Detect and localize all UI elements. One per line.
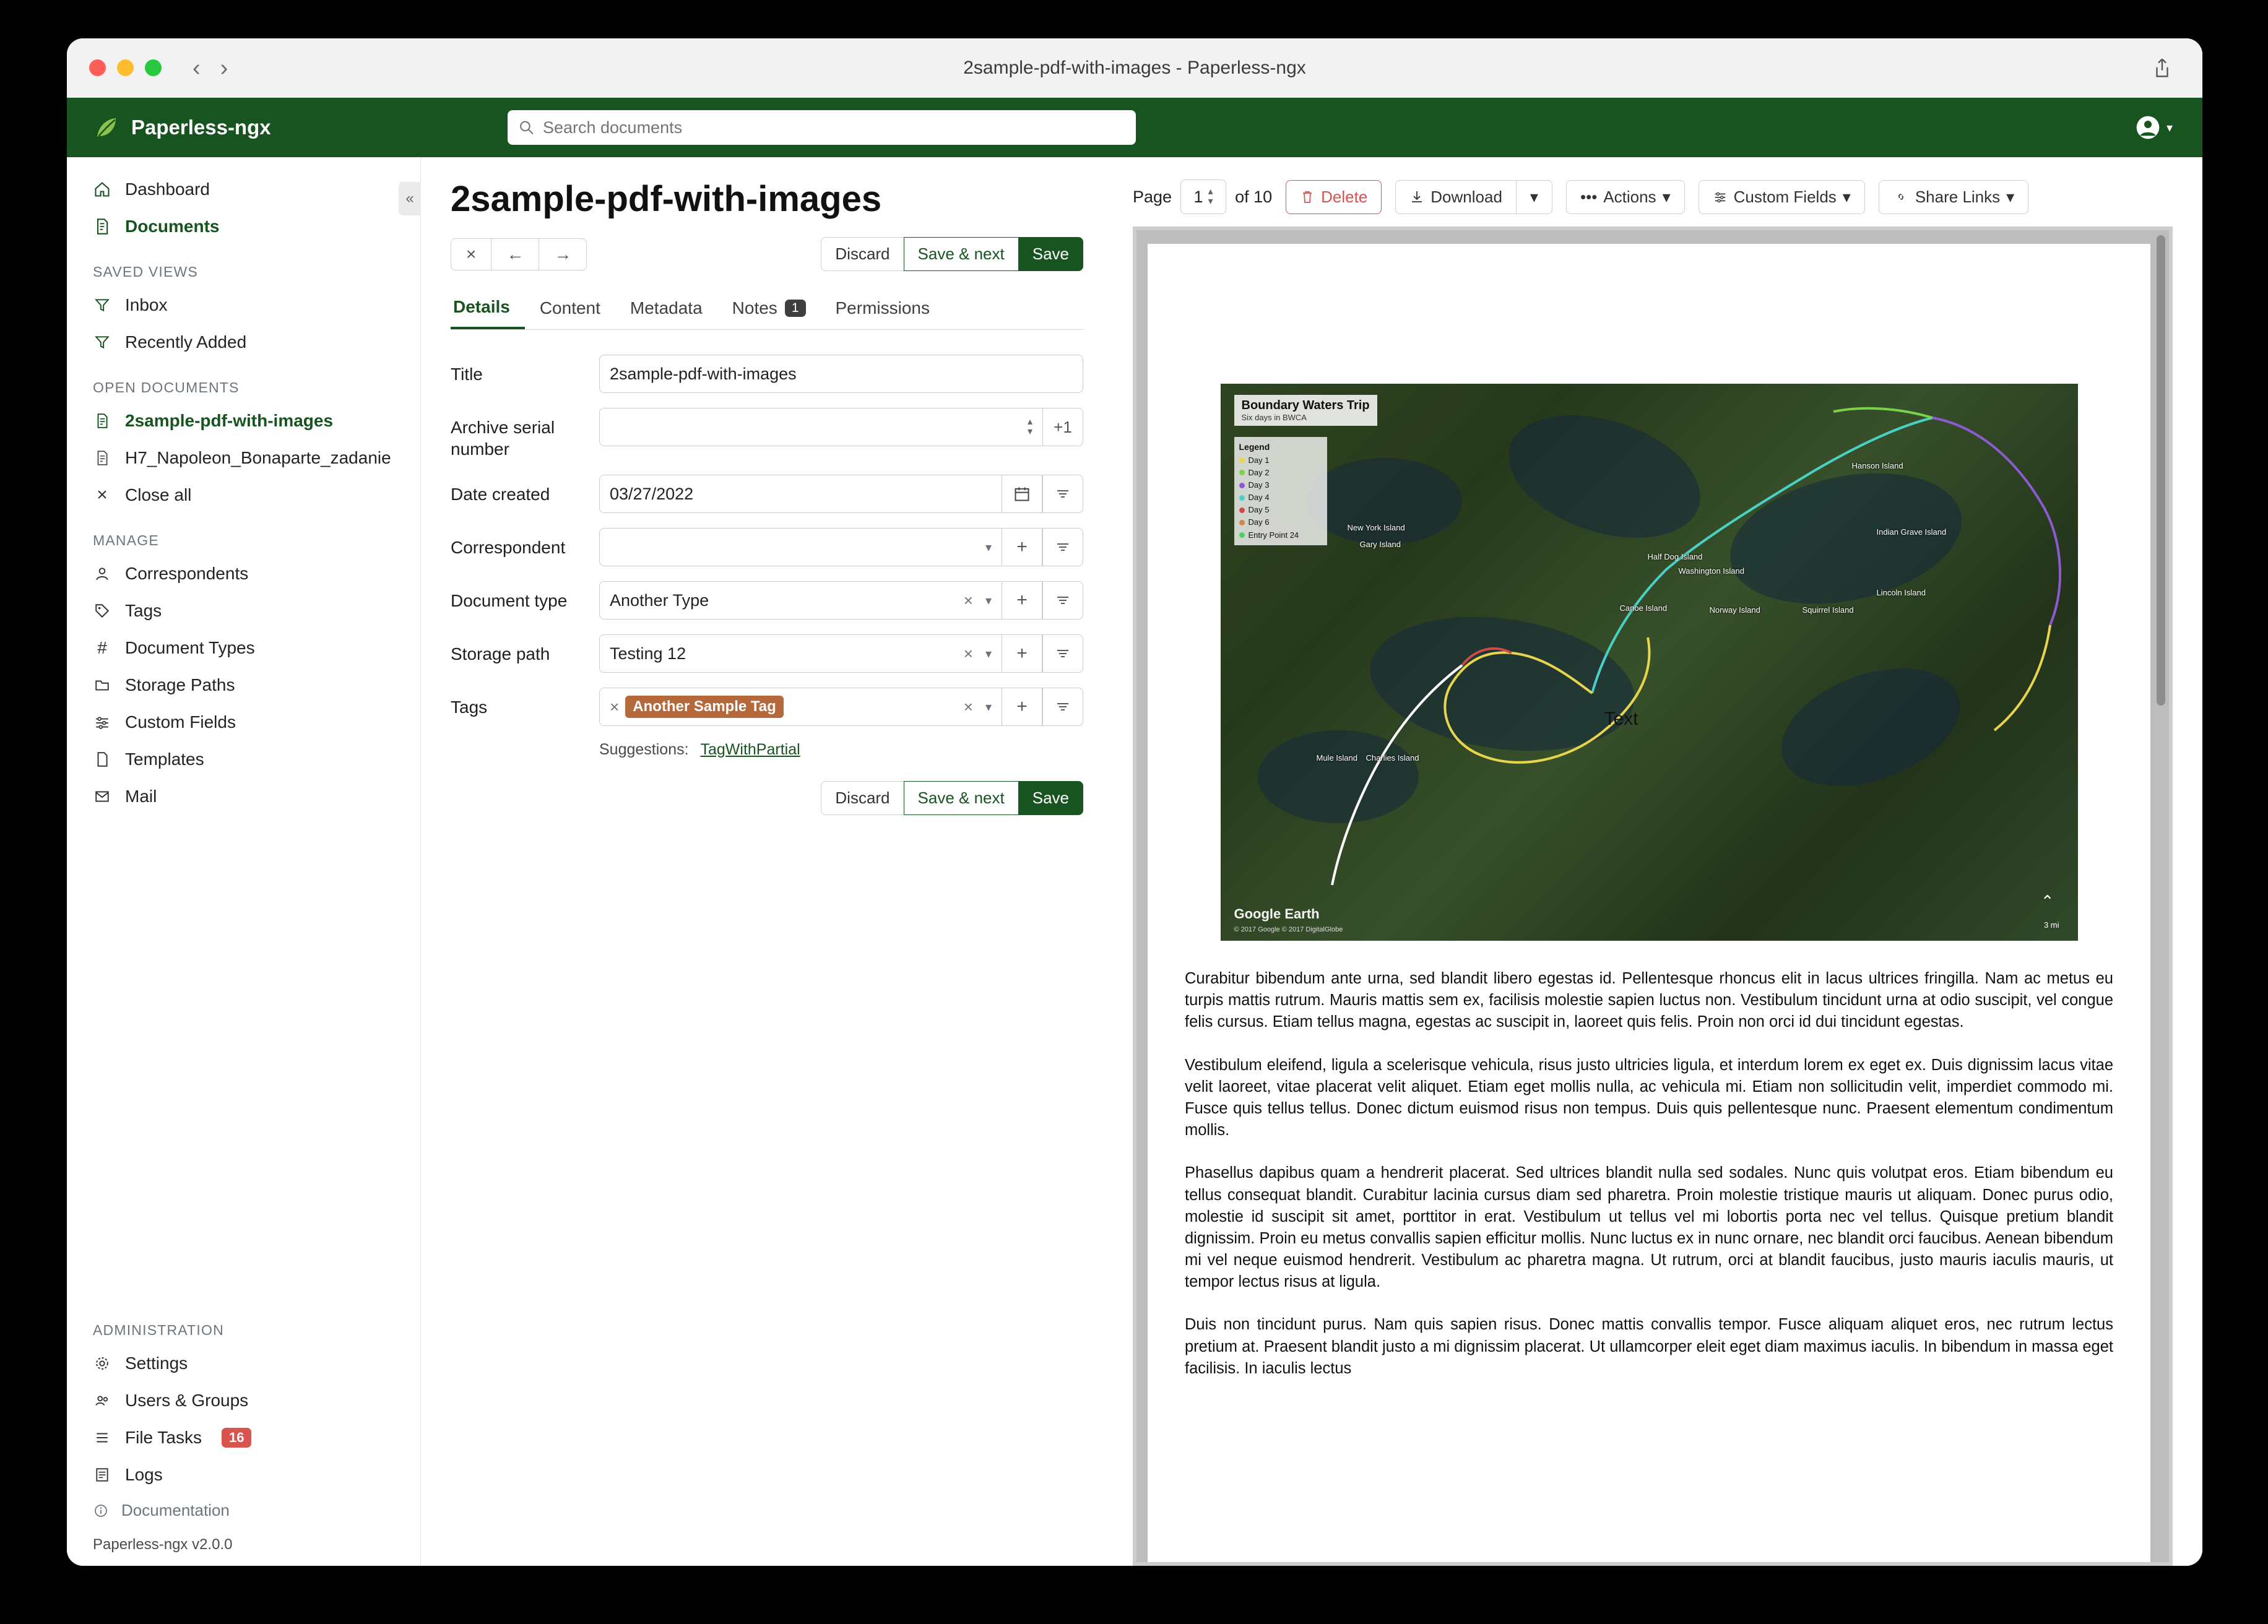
pdf-page bbox=[1148, 244, 2150, 1562]
field-row-correspondent bbox=[451, 528, 1083, 566]
dots-icon: ••• bbox=[1580, 187, 1598, 206]
created-label: Date created bbox=[451, 485, 550, 504]
sidebar-section-open-documents: OPEN DOCUMENTS bbox=[93, 379, 240, 395]
document-edit-pane bbox=[421, 157, 1108, 1566]
save-and-next-button-bottom[interactable]: Save & next bbox=[904, 781, 1019, 815]
map-subtitle: Six days in BWCA bbox=[1241, 413, 1307, 422]
suggestions-label: Suggestions: bbox=[599, 741, 689, 758]
map-copyright: © 2017 Google © 2017 DigitalGlobe bbox=[1234, 926, 1343, 933]
legend-label: Entry Point 24 bbox=[1248, 530, 1299, 540]
download-button[interactable] bbox=[1395, 180, 1517, 214]
pdf-scrollbar-thumb[interactable] bbox=[2157, 235, 2165, 706]
sidebar-item-label: Templates bbox=[125, 749, 204, 769]
map-place-label: Lincoln Island bbox=[1876, 588, 1926, 597]
share-links-label: Share Links bbox=[1915, 187, 2001, 206]
map-title-box bbox=[1234, 395, 1377, 426]
document-map-image bbox=[1221, 384, 2078, 941]
brand[interactable] bbox=[94, 115, 271, 140]
map-brand: Google Earth bbox=[1234, 906, 1320, 922]
funnel-icon bbox=[93, 296, 111, 314]
field-row-tags bbox=[451, 688, 1083, 726]
people-icon bbox=[93, 1391, 111, 1410]
map-title: Boundary Waters Trip bbox=[1241, 399, 1370, 412]
notes-count-badge: 1 bbox=[785, 300, 806, 317]
sidebar-item-label: Custom Fields bbox=[125, 712, 236, 732]
document-preview-pane bbox=[1108, 157, 2202, 1566]
folder-icon bbox=[93, 676, 111, 694]
field-row-archive-serial-number bbox=[451, 408, 1083, 460]
document-icon bbox=[93, 217, 111, 236]
sidebar-item-label: Inbox bbox=[125, 295, 168, 314]
sidebar-item-inbox[interactable] bbox=[67, 287, 420, 324]
leaf-logo-icon bbox=[94, 115, 119, 140]
delete-label: Delete bbox=[1321, 187, 1368, 206]
sidebar-item-label: Settings bbox=[125, 1354, 188, 1373]
sidebar-item-custom-fields[interactable] bbox=[67, 704, 420, 741]
app-header bbox=[67, 98, 2202, 157]
tab-content[interactable] bbox=[525, 290, 615, 329]
sidebar-collapse-button[interactable]: « bbox=[399, 182, 421, 215]
tab-details[interactable] bbox=[451, 290, 525, 329]
user-menu[interactable] bbox=[2136, 115, 2173, 140]
map-place-label: Charlies Island bbox=[1366, 753, 1419, 762]
add-document-type-button[interactable]: + bbox=[1002, 581, 1042, 620]
download-dropdown-button[interactable] bbox=[1516, 180, 1552, 214]
page-control bbox=[1133, 179, 1272, 214]
sliders-icon bbox=[93, 713, 111, 732]
sidebar-item-label: Document Types bbox=[125, 638, 255, 657]
date-created-input[interactable] bbox=[599, 475, 1002, 513]
filter-icon[interactable] bbox=[1042, 634, 1083, 673]
map-place-label: Washington Island bbox=[1678, 566, 1744, 576]
sidebar-item-label: File Tasks bbox=[125, 1428, 202, 1447]
chevron-down-icon: ▾ bbox=[985, 540, 992, 555]
map-place-label: Indian Grave Island bbox=[1876, 527, 1947, 537]
remove-tag-icon[interactable]: × bbox=[610, 697, 620, 716]
map-scale: 3 mi bbox=[2043, 920, 2059, 930]
editor-tabs bbox=[451, 290, 1083, 330]
tab-label: Content bbox=[539, 298, 600, 317]
legend-label: Day 2 bbox=[1248, 467, 1270, 477]
filter-icon[interactable] bbox=[1042, 688, 1083, 726]
filter-icon[interactable] bbox=[1042, 581, 1083, 620]
gear-icon bbox=[93, 1354, 111, 1373]
home-icon bbox=[93, 180, 111, 199]
sidebar-item-label: Tags bbox=[125, 601, 162, 620]
sidebar-item-settings[interactable] bbox=[67, 1345, 420, 1382]
map-legend bbox=[1234, 437, 1327, 545]
sidebar-item-tags[interactable] bbox=[67, 592, 420, 629]
tag-icon bbox=[93, 602, 111, 620]
legend-label: Day 6 bbox=[1248, 517, 1270, 527]
document-type-select[interactable] bbox=[599, 581, 1002, 620]
sidebar-item-label: Correspondents bbox=[125, 564, 249, 583]
save-and-next-button[interactable]: Save & next bbox=[904, 237, 1019, 271]
download-label: Download bbox=[1430, 187, 1502, 206]
envelope-icon bbox=[93, 787, 111, 806]
tab-label: Details bbox=[453, 297, 510, 316]
tag-suggestions bbox=[599, 741, 1083, 759]
share-links-dropdown-button[interactable] bbox=[1879, 180, 2028, 214]
trash-icon bbox=[1300, 189, 1315, 204]
number-stepper-icon[interactable]: ▴ ▾ bbox=[1027, 417, 1032, 437]
map-place-label: Squirrel Island bbox=[1802, 605, 1854, 615]
sidebar-item-dashboard[interactable] bbox=[67, 171, 420, 208]
custom-fields-dropdown-button[interactable] bbox=[1699, 180, 1865, 214]
sliders-icon bbox=[1713, 190, 1728, 204]
sidebar-item-label: Storage Paths bbox=[125, 675, 235, 694]
editor-toolbar bbox=[451, 237, 1083, 271]
download-group bbox=[1395, 180, 1552, 214]
map-center-text: Text bbox=[1604, 709, 1638, 729]
clear-icon[interactable]: × bbox=[963, 590, 973, 610]
brand-name: Paperless-ngx bbox=[131, 116, 271, 139]
chevron-down-icon: ▾ bbox=[985, 700, 992, 714]
app-version: Paperless-ngx v2.0.0 bbox=[93, 1536, 233, 1553]
link-icon bbox=[1893, 190, 1909, 204]
search-box[interactable] bbox=[508, 110, 1136, 145]
sidebar-section-saved-views: SAVED VIEWS bbox=[93, 264, 198, 280]
sidebar-section-administration: ADMINISTRATION bbox=[93, 1322, 224, 1338]
sidebar bbox=[67, 157, 421, 1566]
sidebar-item-file-tasks[interactable] bbox=[67, 1419, 420, 1456]
sidebar-item-recently-added[interactable] bbox=[67, 324, 420, 361]
filter-icon[interactable] bbox=[1042, 475, 1083, 513]
save-button[interactable]: Save bbox=[1018, 237, 1083, 271]
sidebar-item-documents[interactable] bbox=[67, 208, 420, 245]
previous-document-button[interactable]: ← bbox=[491, 238, 539, 270]
hash-icon: # bbox=[97, 638, 107, 657]
map-place-label: Hanson Island bbox=[1851, 461, 1903, 470]
sidebar-item-label: Mail bbox=[125, 787, 157, 806]
legend-label: Day 1 bbox=[1248, 455, 1270, 465]
file-tasks-badge: 16 bbox=[222, 1428, 251, 1448]
tab-label: Notes bbox=[732, 298, 777, 317]
user-account-icon bbox=[2136, 115, 2160, 140]
close-icon: × bbox=[97, 485, 108, 505]
field-row-date-created bbox=[451, 475, 1083, 513]
filter-icon[interactable] bbox=[1042, 528, 1083, 566]
document-paragraph: Curabitur bibendum ante urna, sed blandit libero egestas id. Pellentesque rhoncus elit in lacus ultrices fringilla. Nam ac metus eu turpis mattis rutrum. Mauris mattis sem ex, facilisis molestie sapien luctus non. Vestibulum tincidunt urna at odio suscipit, vel congue felis cursus. Etiam tellus magna, egestas ac suscipit in, laoreet quis felis. Proin non orci id dui tincidunt egestas. bbox=[1185, 970, 2113, 1031]
page-label: Page bbox=[1133, 187, 1172, 206]
next-document-button[interactable]: → bbox=[539, 238, 587, 270]
tags-label: Tags bbox=[451, 698, 488, 717]
asn-label: Archive serial number bbox=[451, 418, 555, 459]
documentation-label: Documentation bbox=[121, 1501, 230, 1519]
log-icon bbox=[93, 1466, 111, 1484]
storage-path-label: Storage path bbox=[451, 644, 550, 663]
close-document-button[interactable]: × bbox=[451, 238, 491, 270]
page-total: of 10 bbox=[1235, 187, 1273, 206]
chevron-down-icon: ▾ bbox=[985, 647, 992, 661]
save-group-top bbox=[821, 237, 1083, 271]
storage-path-select[interactable] bbox=[599, 634, 1002, 673]
sidebar-item-label: Dashboard bbox=[125, 179, 210, 199]
tags-select[interactable] bbox=[599, 688, 1002, 726]
field-row-storage-path bbox=[451, 634, 1083, 673]
tab-label: Metadata bbox=[630, 298, 703, 317]
legend-label: Day 5 bbox=[1248, 505, 1270, 515]
chevron-down-icon: ▾ bbox=[985, 594, 992, 608]
file-icon bbox=[93, 750, 111, 769]
sidebar-item-close-all[interactable] bbox=[67, 477, 420, 514]
sidebar-item-storage-paths[interactable] bbox=[67, 667, 420, 704]
sidebar-item-label: Close all bbox=[125, 485, 192, 504]
document-type-value: Another Type bbox=[610, 590, 709, 610]
sidebar-item-documentation[interactable] bbox=[67, 1493, 420, 1527]
date-created-value: 03/27/2022 bbox=[610, 484, 694, 503]
page-stepper-icon[interactable]: ▴ ▾ bbox=[1208, 186, 1213, 207]
chevron-down-icon: ▾ bbox=[2166, 121, 2173, 135]
discard-button-bottom[interactable]: Discard bbox=[821, 781, 904, 815]
document-paragraph: Duis non tincidunt purus. Nam quis sapien risus. Donec mattis convallis tempor. Fusce aliquam aliquet eros, nec rutrum lectus pretium at. Praesent blandit justo a mi dignissim placerat. Ut ullamcorper eleit eget diam maximus iaculis. In bibendum in massa eget facilisis. In iaculis lectus bbox=[1185, 1316, 2113, 1377]
download-icon bbox=[1409, 189, 1424, 204]
page-title: 2sample-pdf-with-images bbox=[451, 179, 882, 219]
document-nav-group bbox=[451, 238, 587, 270]
forward-icon[interactable]: › bbox=[220, 54, 228, 81]
sidebar-section-manage: MANAGE bbox=[93, 532, 159, 548]
sidebar-item-logs[interactable] bbox=[67, 1456, 420, 1493]
page-value: 1 bbox=[1193, 187, 1203, 206]
document-paragraph: Vestibulum eleifend, ligula a scelerisque vehicula, risus justo ultricies ligula, et interdum lorem ex eget ex. Duis dignissim lacus vitae velit laoreet, vitae placerat velit aliquet. Etiam eget mollis nulla, ac vehicula mi. Etiam non sollicitudin velit, imperdiet commodo mi. Fusce quis tellus tellus. Donec dictum euismod risus non tempus. Duis quis pellentesque nunc. Praesent elementum condimentum mollis. bbox=[1185, 1056, 2113, 1139]
sidebar-item-users-groups[interactable] bbox=[67, 1382, 420, 1419]
sidebar-footer bbox=[67, 1303, 420, 1566]
list-task-icon bbox=[93, 1428, 111, 1447]
sidebar-item-open-doc-2[interactable] bbox=[67, 439, 420, 477]
clear-icon[interactable]: × bbox=[963, 697, 973, 716]
chevron-down-icon: ▾ bbox=[1842, 187, 1851, 206]
sidebar-item-label: Documents bbox=[125, 217, 220, 236]
suggestion-tag-link[interactable]: TagWithPartial bbox=[700, 741, 800, 758]
person-icon bbox=[93, 564, 111, 583]
back-icon[interactable]: ‹ bbox=[193, 54, 201, 81]
info-circle-icon bbox=[92, 1501, 110, 1520]
title-value: 2sample-pdf-with-images bbox=[610, 364, 797, 383]
storage-path-value: Testing 12 bbox=[610, 644, 686, 663]
field-row-title bbox=[451, 355, 1083, 393]
tab-permissions[interactable] bbox=[821, 290, 945, 329]
north-arrow-icon: ⌃ bbox=[2040, 892, 2054, 910]
asn-input[interactable] bbox=[599, 408, 1042, 446]
add-storage-path-button[interactable]: + bbox=[1002, 634, 1042, 673]
legend-label: Day 3 bbox=[1248, 480, 1270, 490]
tab-notes[interactable] bbox=[717, 290, 821, 329]
correspondent-label: Correspondent bbox=[451, 538, 566, 557]
save-button-bottom[interactable]: Save bbox=[1018, 781, 1083, 815]
app-body bbox=[67, 157, 2202, 1566]
field-row-document-type bbox=[451, 581, 1083, 620]
chevron-down-icon: ▾ bbox=[1530, 187, 1538, 206]
map-place-label: Norway Island bbox=[1709, 605, 1760, 615]
search-input[interactable] bbox=[543, 118, 1125, 137]
sidebar-item-document-types[interactable] bbox=[67, 629, 420, 667]
map-routes bbox=[1221, 384, 2078, 941]
page-input[interactable] bbox=[1180, 179, 1226, 214]
legend-title: Legend bbox=[1239, 442, 1270, 452]
document-paragraph: Phasellus dapibus quam a hendrerit placerat. Sed ultrices blandit nulla sed sodales. Nunc quis volutpat eros. Etiam bibendum eu tellus consequat blandit. Curabitur lacinia cursus diam sed pharetra. Proin molestie tristique mauris ut aliquam. Donec purus odio, molestie id suscipit sit amet, porttitor in erat. Vestibulum ut tellus vel mi lobortis porta nec vel tellus. Quisque pretium blandit dignissim. Proin eu metus convallis sapien efficitur mollis. Nunc luctus ex in nunc ornare, nec blandit orci faucibus. Aenean bibendum mi vel neque euismod hendrerit. Vestibulum ac pharetra magna. Ut rutrum, orci at blandit faucibus, justo mauris iaculis mauris, ut tempor lectus risus at ligula. bbox=[1185, 1164, 2113, 1291]
window-titlebar bbox=[67, 38, 2202, 98]
search-icon bbox=[519, 119, 534, 136]
map-place-label: Half Dog Island bbox=[1647, 552, 1703, 561]
sidebar-item-correspondents[interactable] bbox=[67, 555, 420, 592]
chevron-down-icon: ▾ bbox=[2006, 187, 2015, 206]
tab-label: Permissions bbox=[835, 298, 930, 317]
map-place-label: New York Island bbox=[1347, 523, 1405, 532]
sidebar-item-label: Recently Added bbox=[125, 332, 247, 352]
tab-metadata[interactable] bbox=[615, 290, 717, 329]
sidebar-item-label: Users & Groups bbox=[125, 1391, 249, 1410]
map-place-label: Canoe Island bbox=[1619, 603, 1668, 613]
calendar-icon[interactable] bbox=[1002, 475, 1042, 513]
share-icon[interactable] bbox=[2153, 58, 2171, 79]
actions-label: Actions bbox=[1603, 187, 1656, 206]
file-text-icon bbox=[93, 412, 111, 430]
delete-button[interactable] bbox=[1286, 180, 1382, 214]
custom-fields-label: Custom Fields bbox=[1733, 187, 1837, 206]
pdf-viewer[interactable] bbox=[1133, 227, 2173, 1566]
sidebar-item-label: Logs bbox=[125, 1465, 163, 1484]
map-place-label: Gary Island bbox=[1359, 540, 1401, 549]
sidebar-item-templates[interactable] bbox=[67, 741, 420, 778]
actions-dropdown-button[interactable] bbox=[1566, 180, 1685, 214]
save-group-bottom bbox=[451, 781, 1083, 815]
preview-toolbar bbox=[1108, 157, 2202, 227]
legend-label: Day 4 bbox=[1248, 493, 1270, 503]
discard-button[interactable]: Discard bbox=[821, 237, 904, 271]
app-window bbox=[67, 38, 2202, 1566]
asn-next-button[interactable]: +1 bbox=[1042, 408, 1083, 446]
map-place-label: Mule Island bbox=[1316, 753, 1357, 762]
title-label: Title bbox=[451, 365, 483, 384]
document-type-label: Document type bbox=[451, 591, 568, 610]
sidebar-item-open-doc-1[interactable] bbox=[67, 402, 420, 439]
tag-chip[interactable]: Another Sample Tag bbox=[625, 696, 784, 718]
funnel-icon bbox=[93, 333, 111, 352]
title-input[interactable] bbox=[599, 355, 1083, 393]
sidebar-item-label: 2sample-pdf-with-images bbox=[125, 411, 334, 430]
sidebar-item-mail[interactable] bbox=[67, 778, 420, 815]
add-correspondent-button[interactable]: + bbox=[1002, 528, 1042, 566]
sidebar-item-label: H7_Napoleon_Bonaparte_zadanie bbox=[125, 448, 391, 467]
clear-icon[interactable]: × bbox=[963, 644, 973, 663]
add-tag-button[interactable]: + bbox=[1002, 688, 1042, 726]
chevron-down-icon: ▾ bbox=[1662, 187, 1671, 206]
window-title: 2sample-pdf-with-images - Paperless-ngx bbox=[963, 57, 1306, 78]
file-text-icon bbox=[93, 449, 111, 467]
correspondent-select[interactable] bbox=[599, 528, 1002, 566]
main-content bbox=[421, 157, 2202, 1566]
